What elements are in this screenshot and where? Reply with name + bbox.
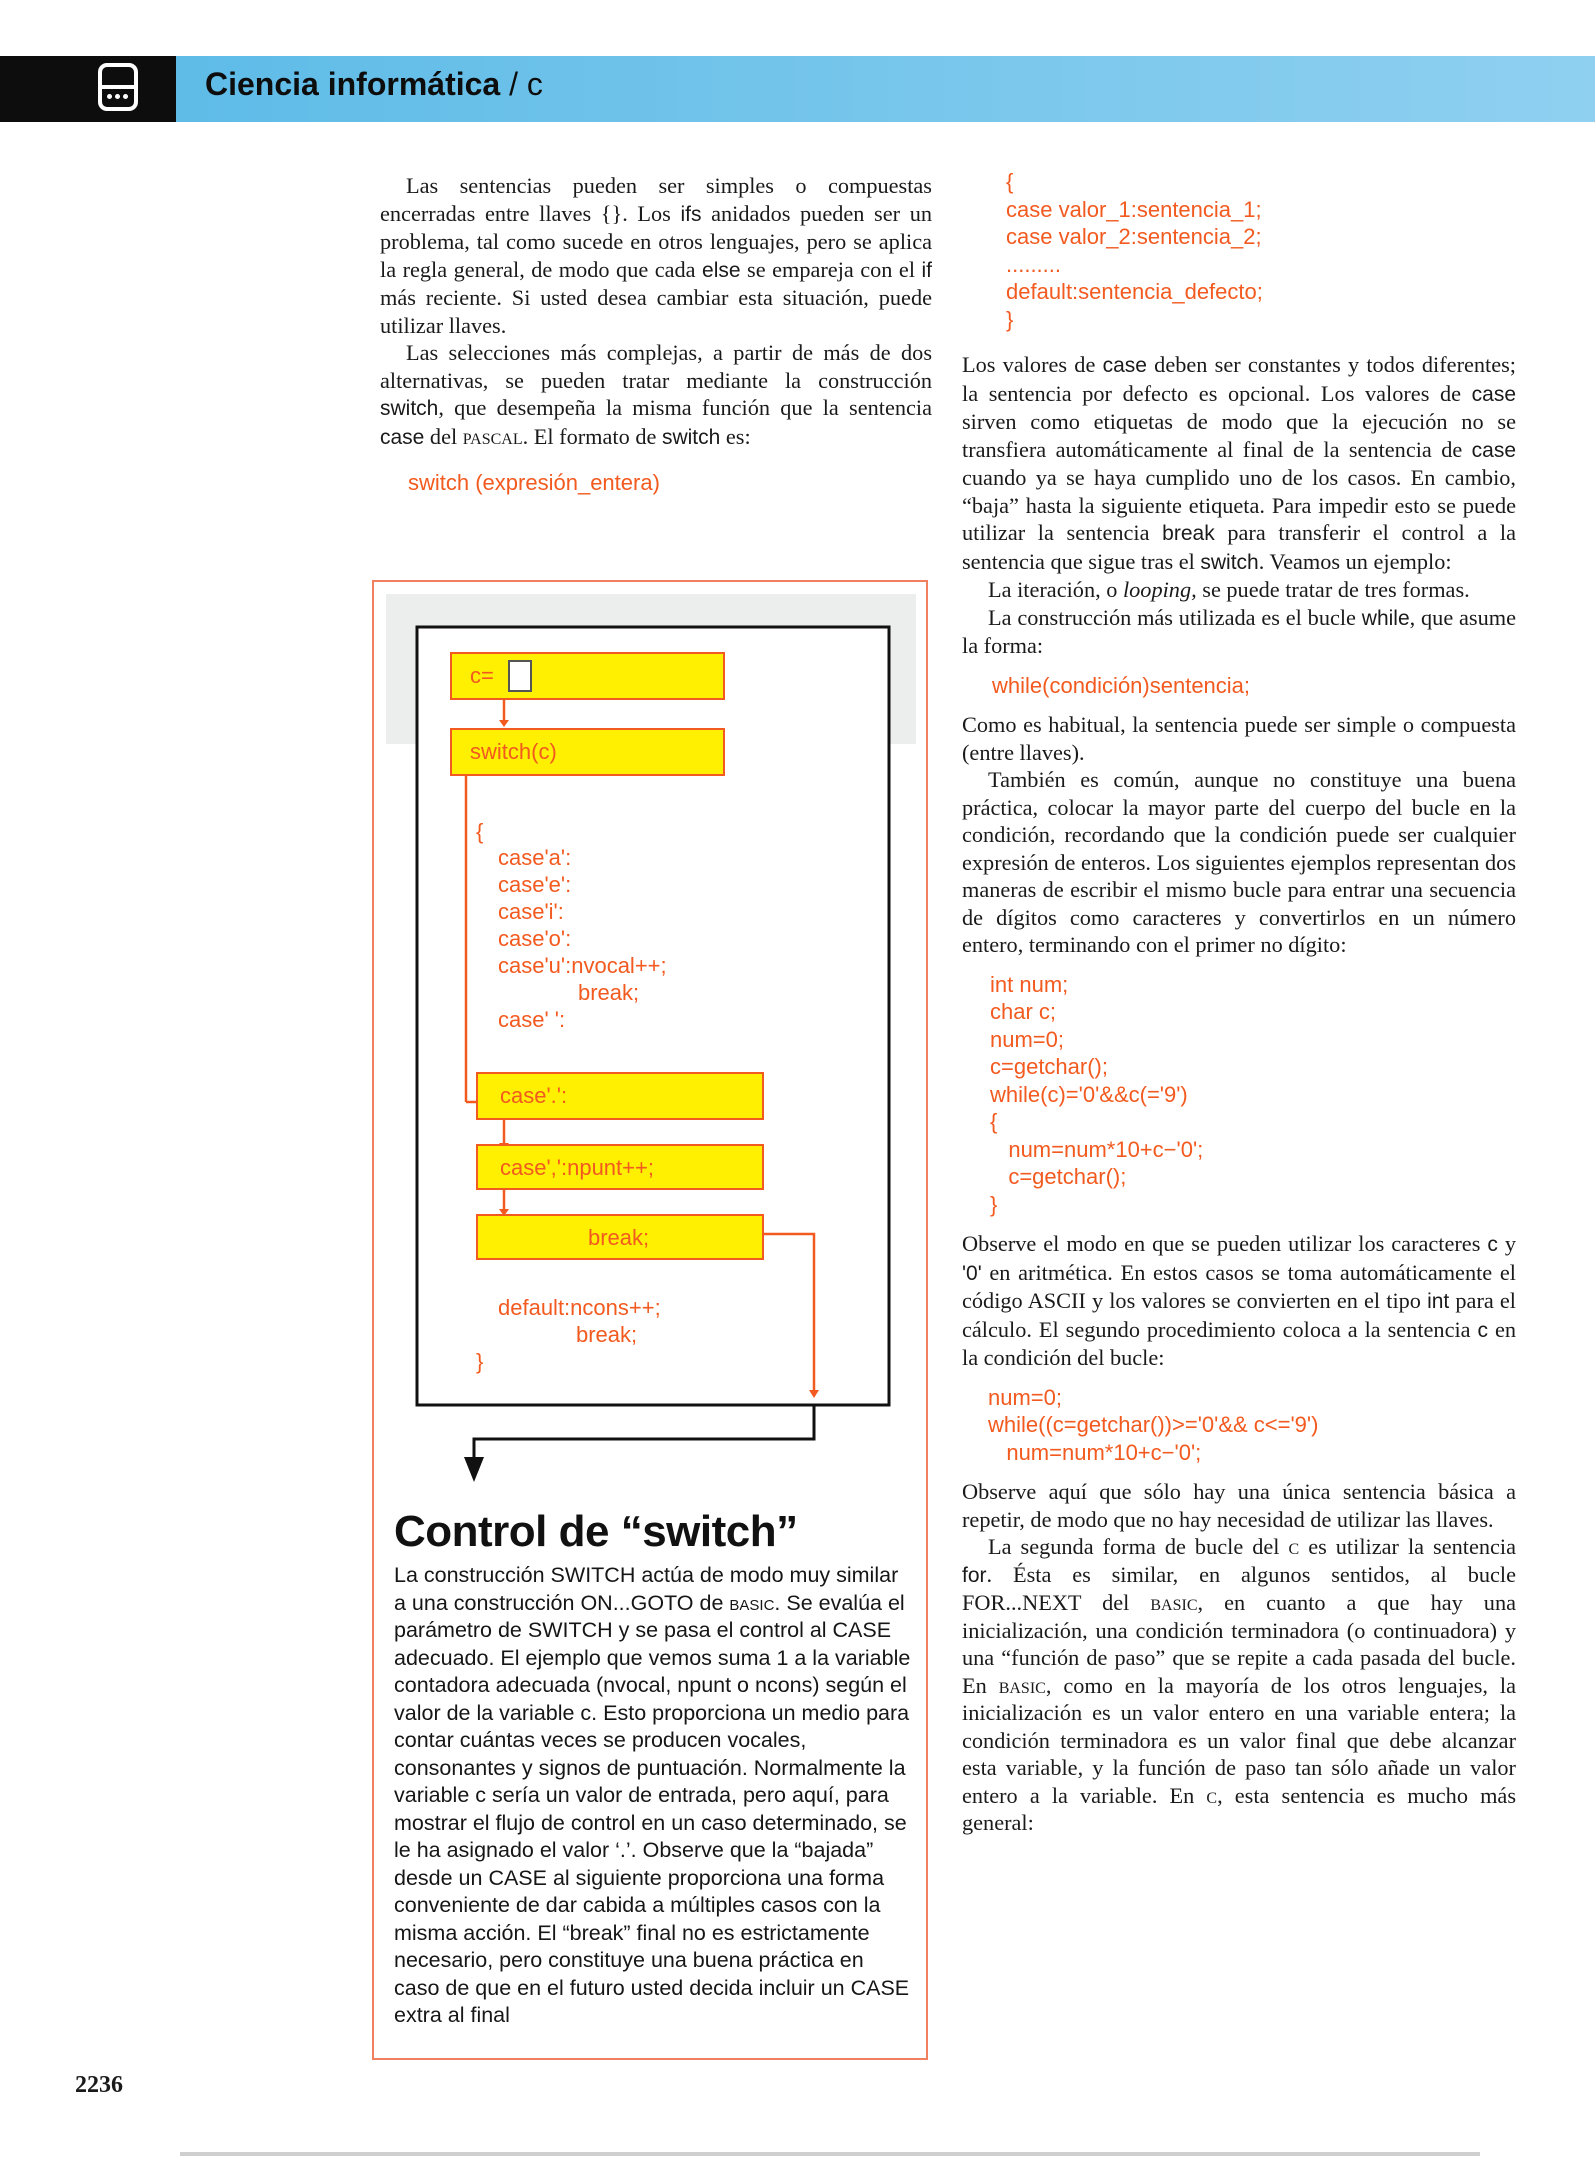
figure-caption: La construcción SWITCH actúa de modo muy similar a una construcción ON...GOTO de basic. Se evalúa el parámetro de SWITCH y se pasa el control al CASE adecuado. El ejemplo que vemos suma 1 a la variable contadora adecuada (nvocal, npunt o ncons) según el valor de la variable c. Esto proporciona un medio para contar cuántas veces se producen vocales, consonantes y signos de puntuación. Normalmente la variable c sería un valor de entrada, pero aquí, para mostrar el flujo de control en un caso determinado, se le ha asignado el valor ‘.’. Observe que la “bajada” desde un CASE al siguiente proporciona una forma conveniente de dar cabida a múltiples casos con la misma acción. El “break” final no es estrictamente necesario, pero constituye una buena práctica en caso de que en el futuro usted decida incluir un CASE extra al final: [394, 1563, 911, 2027]
section-title-main: Ciencia informática: [205, 66, 501, 102]
flow-arrow-out: [464, 1457, 484, 1482]
code-loop-1: int num; char c; num=0; c=getchar(); while(c)='0'&&c(='9') { num=num*10+c−'0'; c=getchar(); }: [990, 971, 1204, 1217]
page-number: 2236: [75, 2072, 123, 2098]
code-while-format: while(condición)sentencia;: [992, 672, 1251, 698]
diagram-case-o: case'o':: [498, 926, 572, 951]
cell-switch: switch(c): [450, 728, 725, 776]
right-paragraph-4: Como es habitual, la sentencia puede ser simple o compuesta (entre llaves).: [962, 712, 1516, 765]
right-paragraph-6: Observe el modo en que se pueden utilizar los caracteres c y '0' en aritmética. En estos casos se toma automáticamente el código ASCII y los valores se convierten en el tipo int para el cálculo. El segundo procedimiento coloca a la sentencia c en la condición del bucle:: [962, 1231, 1517, 1370]
flow-line-out: [474, 1405, 814, 1467]
cell-c-assign: c=: [450, 652, 725, 700]
computer-icon: [98, 63, 138, 111]
diagram-break-1: break;: [578, 980, 640, 1005]
left-paragraph-1: Las sentencias pueden ser simples o compuestas encerradas entre llaves {}. Los ifs anidados pueden ser un problema, tal como sucede en otros lenguajes, pero se aplica la regla general, de modo que cada else se empareja con el if más reciente. Si usted desea cambiar esta situación, puede utilizar llaves.: [380, 173, 932, 338]
value-slot: [508, 660, 532, 692]
section-title-sub: / c: [509, 66, 543, 102]
right-paragraph-7: Observe aquí que sólo hay una única sentencia básica a repetir, de modo que no hay necesidad de utilizar las llaves.: [962, 1479, 1516, 1532]
cell-case-comma: case',':npunt++;: [476, 1144, 764, 1190]
diagram-break-2: break;: [576, 1322, 638, 1347]
figure-heading: Control de “switch”: [394, 1507, 798, 1556]
diagram-default: default:ncons++;: [498, 1295, 661, 1320]
switch-figure-box: [372, 580, 928, 2060]
switch-flow-diagram: [374, 582, 930, 1482]
code-switch-format: switch (expresión_entera): [408, 470, 660, 495]
diagram-brace-close: }: [476, 1349, 484, 1374]
bottom-divider: [180, 2152, 1480, 2156]
right-column: [962, 168, 1516, 1837]
header-icon-block: [0, 56, 176, 122]
left-paragraph-2: Las selecciones más complejas, a partir de más de dos alternativas, se pueden tratar mediante la construcción switch, que desempeña la misma función que la sentencia case del pascal. El formato de switch es:: [380, 340, 932, 449]
right-paragraph-5: También es común, aunque no constituye una buena práctica, colocar la mayor parte del cuerpo del bucle en la condición, recordando que la condición puede ser cualquier expresión de enteros. Los siguientes ejemplos representan dos maneras de escribir el mismo bucle para entrar una secuencia de dígitos como caracteres y convertirlos en un número entero, terminando con el primer no dígito:: [962, 767, 1516, 957]
diagram-case-a: case'a':: [498, 845, 572, 870]
right-paragraph-3: La construcción más utilizada es el bucle while, que asume la forma:: [962, 604, 1516, 658]
diagram-case-u: case'u':nvocal++;: [498, 953, 667, 978]
right-paragraph-2: La iteración, o looping, se puede tratar de tres formas.: [988, 577, 1470, 602]
code-loop-2: num=0; while((c=getchar())>='0'&& c<='9') num=num*10+c−'0';: [988, 1384, 1319, 1465]
right-paragraph-8: La segunda forma de bucle del c es utilizar la sentencia for. Ésta es similar, en algunos sentidos, al bucle FOR...NEXT del basic, en cuanto a que hay una inicialización, una condición terminadora (o continuadora) y una “función de paso” que se repite a cada pasada del bucle. En basic, como en la mayoría de los otros lenguajes, la inicialización es un valor entero en una variable entera; la condición terminadora es un valor final que debe alcanzar esta variable, y la función de paso tan sólo añade un valor entero a la variable. En c, esta sentencia es mucho más general:: [962, 1534, 1516, 1835]
diagram-brace-open: {: [476, 819, 484, 844]
left-column: [380, 172, 932, 497]
code-case-format: { case valor_1:sentencia_1; case valor_2:sentencia_2; ......... default:sentencia_defecto; }: [1006, 169, 1263, 332]
diagram-case-space: case' ':: [498, 1007, 566, 1032]
section-title: [205, 66, 543, 103]
diagram-case-i: case'i':: [498, 899, 564, 924]
diagram-case-e: case'e':: [498, 872, 572, 897]
cell-break: break;: [476, 1214, 764, 1260]
cell-case-dot: case'.':: [476, 1072, 764, 1120]
right-paragraph-1: Los valores de case deben ser constantes y todos diferentes; la sentencia por defecto es opcional. Los valores de case sirven como etiquetas de modo que la ejecución no se transfiera automáticamente al final de la sentencia de case cuando ya se haya cumplido uno de los casos. En cambio, “baja” hasta la siguiente etiqueta. Para impedir esto se puede utilizar la sentencia break para transferir el control a la sentencia que sigue tras el switch. Veamos un ejemplo:: [962, 352, 1516, 574]
